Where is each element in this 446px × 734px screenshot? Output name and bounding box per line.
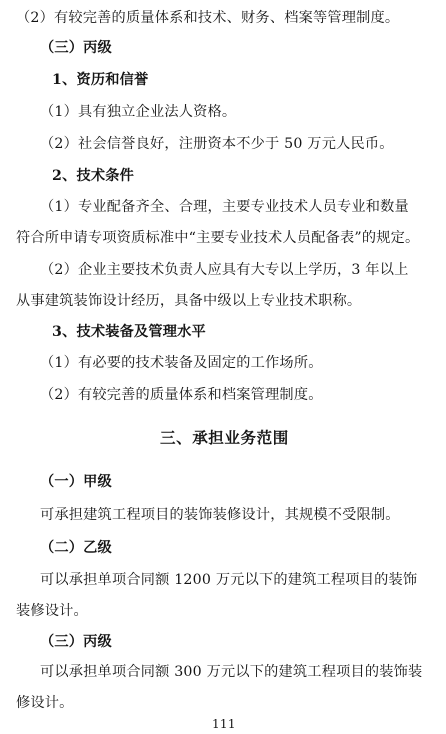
page-number: 111 [212,717,236,731]
paragraph-line: 符合所申请专项资质标准中“主要专业技术人员配备表”的规定。 [16,230,420,246]
paragraph-line: （2）有较完善的质量体系和技术、财务、档案等管理制度。 [16,10,400,26]
paragraph-line: （1）具有独立企业法人资格。 [40,104,237,120]
paragraph-line: （1）有必要的技术装备及固定的工作场所。 [40,355,323,371]
section-heading: （二）乙级 [40,540,112,556]
paragraph-line: 修设计。 [16,695,74,711]
paragraph-line: （2）有较完善的质量体系和档案管理制度。 [40,387,323,403]
subsection-heading: 1、资历和信誉 [52,72,149,88]
paragraph-line: （2）社会信誉良好，注册资本不少于 50 万元人民币。 [40,136,394,152]
section-heading: （三）丙级 [40,40,112,56]
paragraph-line: 可以承担单项合同额 1200 万元以下的建筑工程项目的装饰 [40,572,418,588]
section-heading: （三）丙级 [40,634,112,650]
paragraph-line: 从事建筑装饰设计经历，具备中级以上专业技术职称。 [16,293,362,309]
subsection-heading: 2、技术条件 [52,168,135,184]
subsection-heading: 3、技术装备及管理水平 [52,324,206,340]
section-heading: （一）甲级 [40,474,112,490]
chapter-heading: 三、承担业务范围 [160,428,289,447]
paragraph-line: 可承担建筑工程项目的装饰装修设计，其规模不受限制。 [40,507,400,523]
paragraph-line: 可以承担单项合同额 300 万元以下的建筑工程项目的装饰装 [40,664,423,680]
paragraph-line: 装修设计。 [16,603,88,619]
paragraph-line: （2）企业主要技术负责人应具有大专以上学历，3 年以上 [40,262,409,278]
paragraph-line: （1）专业配备齐全、合理，主要专业技术人员专业和数量 [40,199,409,215]
